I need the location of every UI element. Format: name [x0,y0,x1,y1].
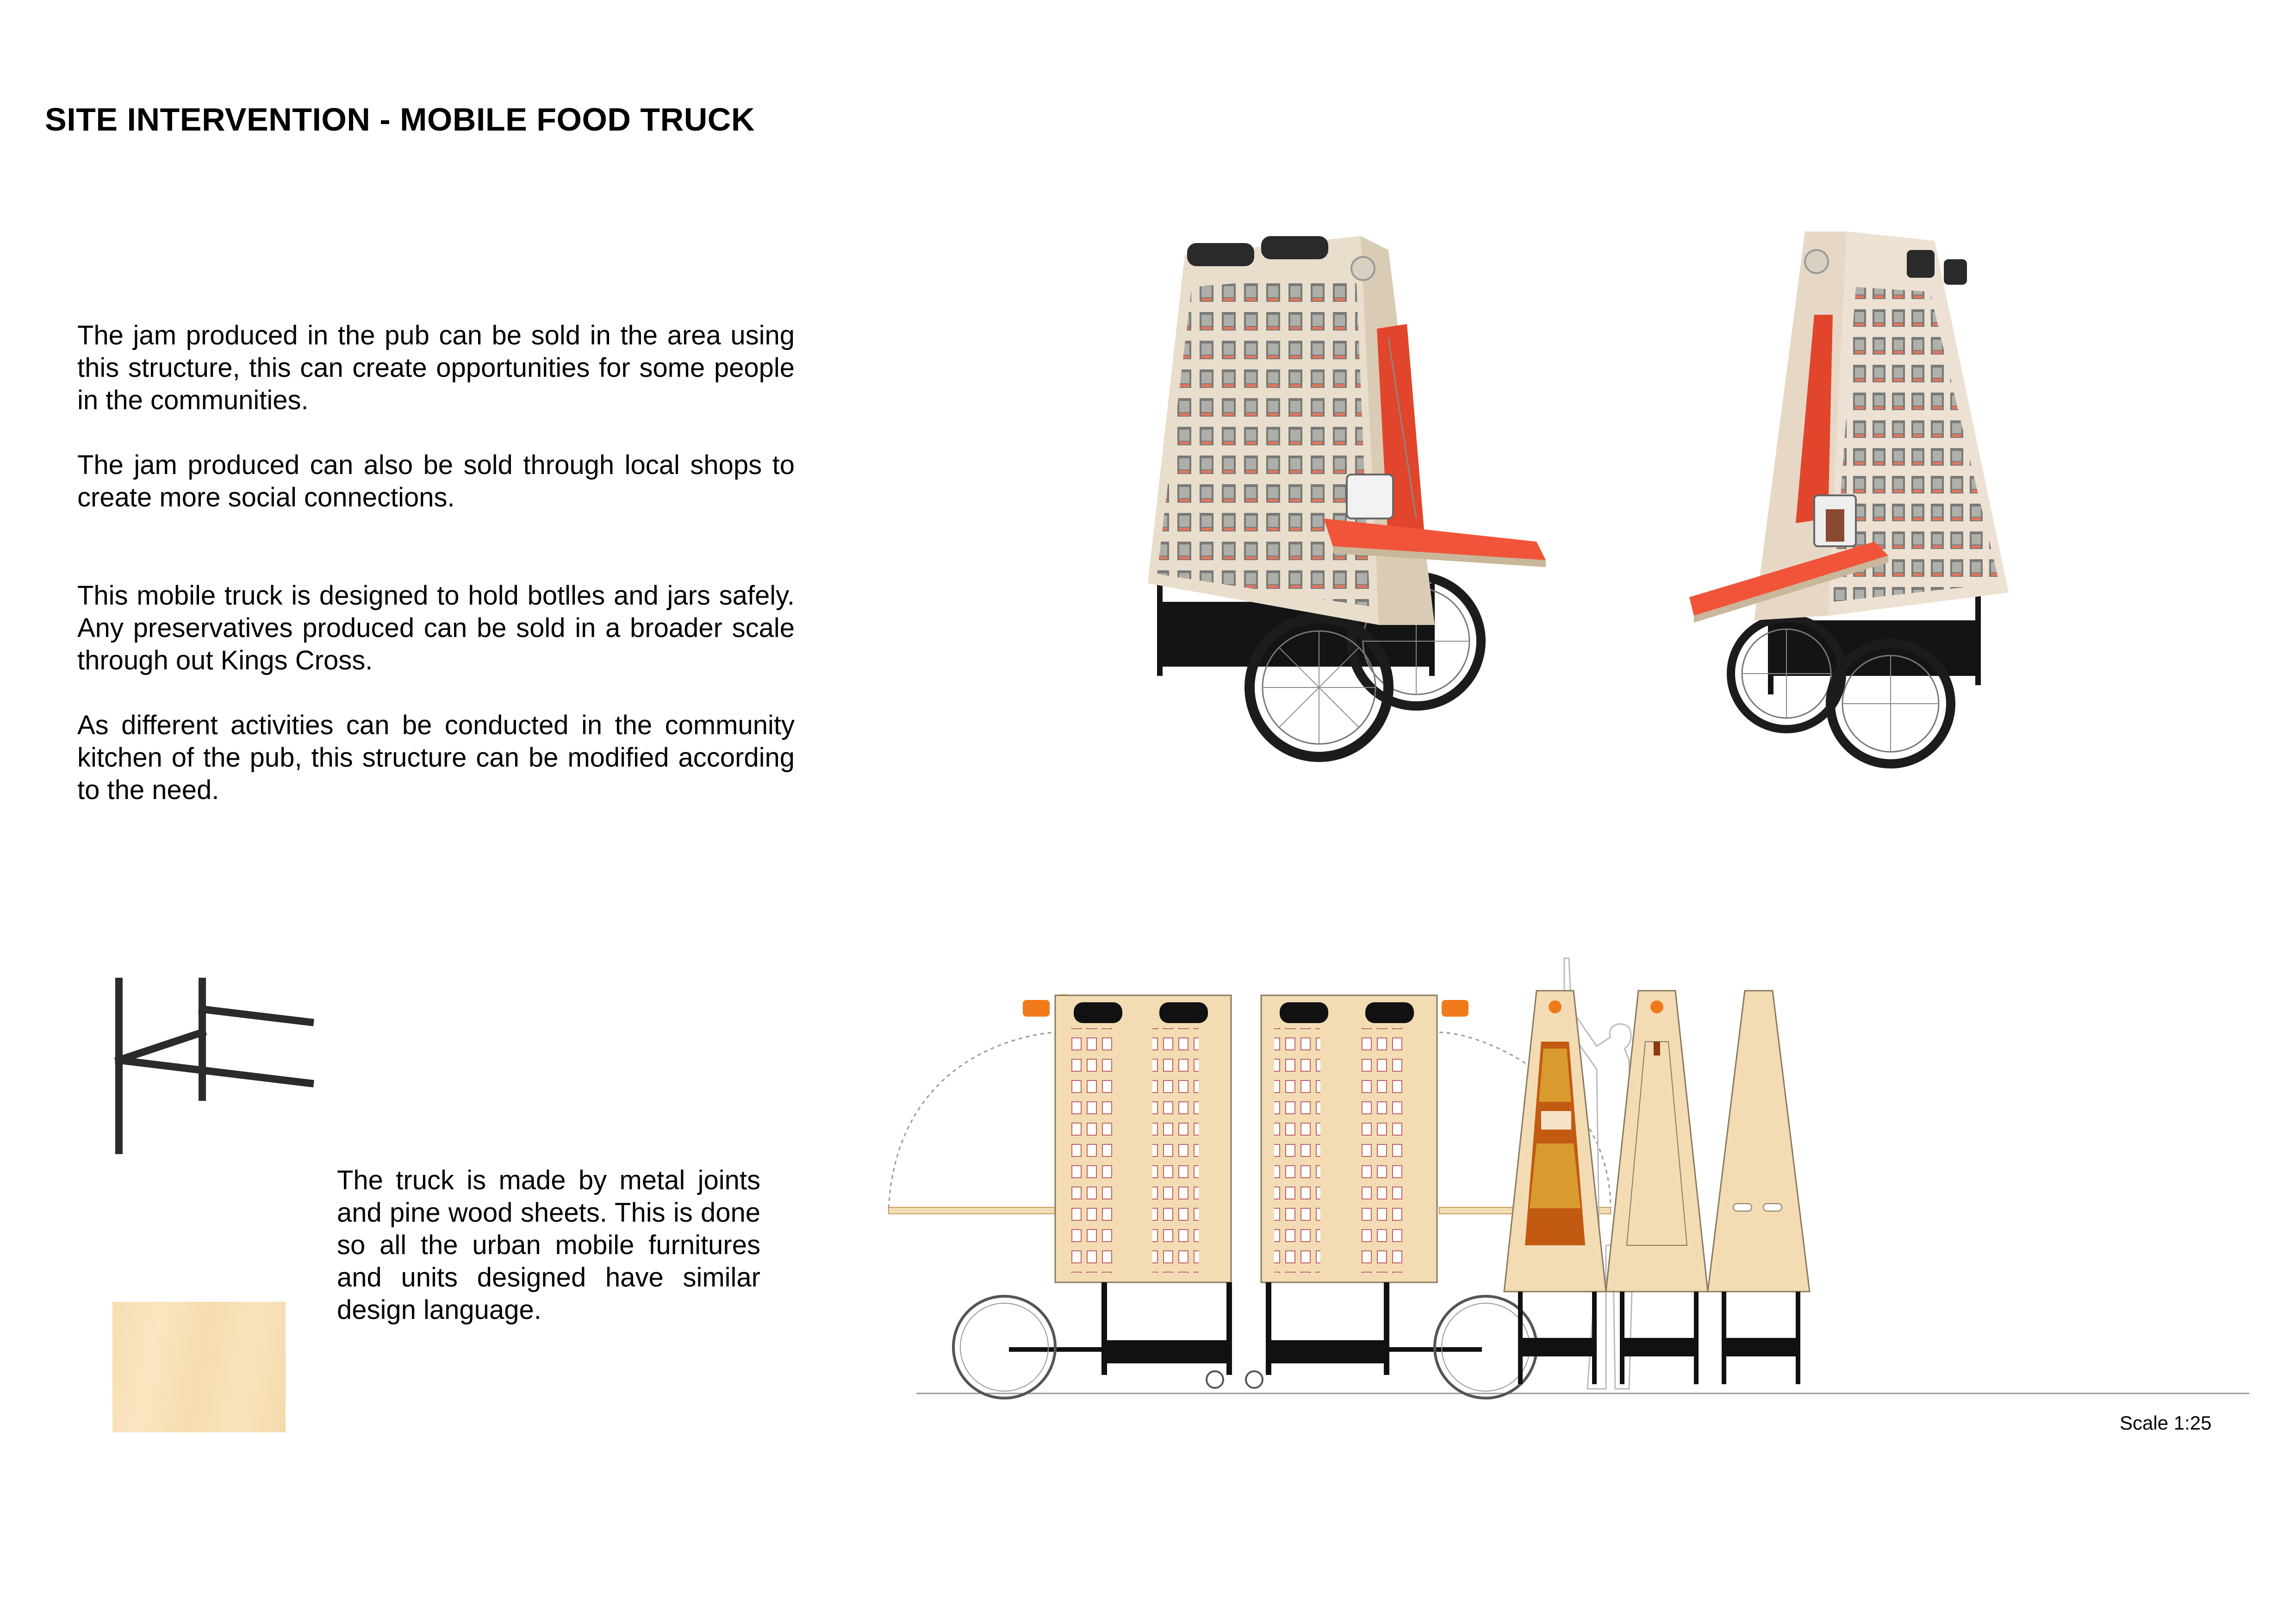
truck-elevation-drawings [870,949,2249,1412]
paragraph-materials: The truck is made by metal joints and pine wood sheets. This is done so all the urban mobile furnitures and units designed have similar design language. [337,1165,760,1325]
page-title: SITE INTERVENTION - MOBILE FOOD TRUCK [45,101,755,137]
truck-photo-left [1129,222,1569,768]
metal-joint-icon [106,972,319,1157]
paragraph-jam-sold: The jam produced in the pub can be sold in the area using this structure, this can create opportunities for some people in the communities. [77,320,795,415]
paragraph-activities: As different activities can be conducted in the community kitchen of the pub, this structure can be modified according to the need. [77,710,795,805]
scale-label: Scale 1:25 [2120,1412,2212,1434]
truck-photo-right [1675,222,2046,787]
pine-wood-swatch [112,1302,286,1432]
paragraph-local-shops: The jam produced can also be sold through local shops to create more social connections. [77,450,795,512]
paragraph-bottles-jars: This mobile truck is designed to hold botlles and jars safely. Any preservatives produced can be sold in a broader scale through out Kings Cross. [77,581,795,675]
